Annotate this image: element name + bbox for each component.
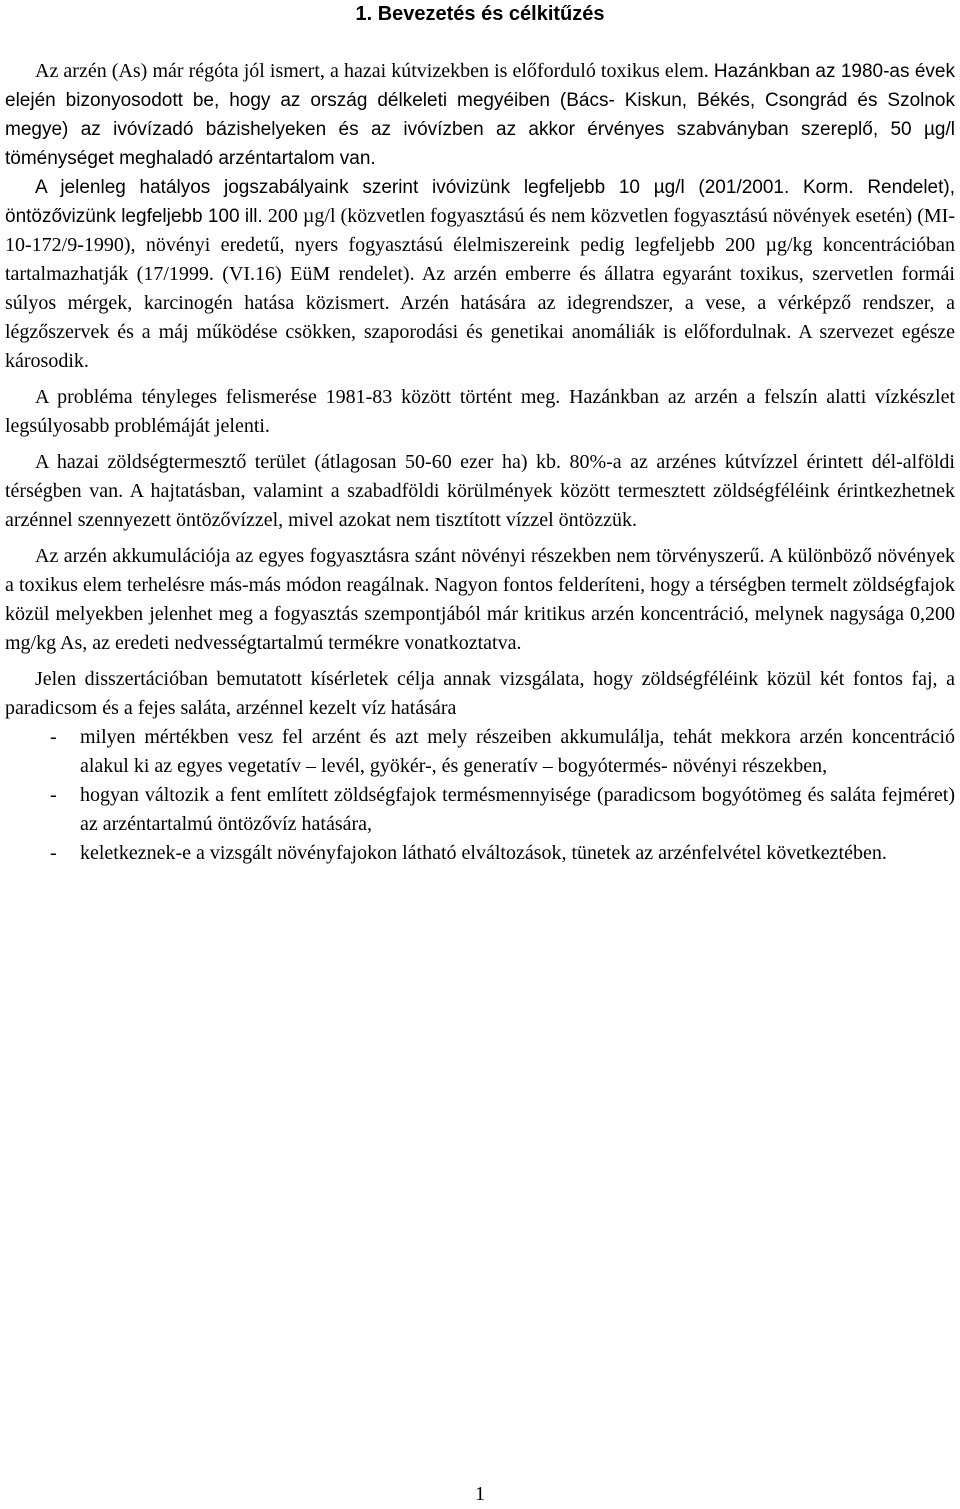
- regulations-sans-text: A jelenleg hatályos jogszabályaink szerint ivóvizünk legfeljebb 10 µg/l (201/2001. Korm. Rendelet), öntözővizünk legfeljebb 100 ill.: [5, 177, 955, 227]
- list-item-text: keletkeznek-e a vizsgált növényfajokon látható elváltozások, tünetek az arzénfelvétel következtében.: [80, 842, 887, 864]
- paragraph-regulations: [5, 173, 955, 376]
- list-dash: -: [50, 726, 57, 748]
- intro-sans-text: Hazánkban az 1980-as évek elején bizonyosodott be, hogy az ország délkeleti megyéiben (Bács- Kiskun, Békés, Csongrád és Szolnok megye) az ivóvízadó bázishelyeken és az ivóvízben az akkor érvényes szabványban szereplő, 50 µg/l töménységet meghaladó arzéntartalom van.: [5, 61, 955, 169]
- regulations-text: 200 µg/l (közvetlen fogyasztású és nem közvetlen fogyasztású növények esetén) (MI-10-172/9-1990), növényi eredetű, nyers fogyasztású élelmiszereink pedig legfeljebb 200 µg/kg koncentrációban tartalmazhatják (17/1999. (VI.16) EüM rendelet). Az arzén emberre és állatra egyaránt toxikus, szervetlen formái súlyos mérgek, karcinogén hatása közismert. Arzén hatására az idegrendszer, a vese, a vérképző rendszer, a légzőszervek és a máj működése csökken, szaporodási és genetikai anomáliák is előfordulnak. A szervezet egésze károsodik.: [5, 205, 955, 372]
- paragraph-arsenic-intro: [5, 57, 955, 173]
- intro-sentence: Az arzén (As) már régóta jól ismert, a hazai kútvizekben is előforduló toxikus elem.: [35, 60, 709, 82]
- section-heading: 1. Bevezetés és célkitűzés: [355, 3, 605, 25]
- list-item-text: milyen mértékben vesz fel arzént és azt mely részeiben akkumulálja, tehát mekkora arzén koncentráció alakul ki az egyes vegetatív – levél, gyökér-, és generatív – bogyótermés- növényi részekben,: [80, 726, 955, 777]
- paragraph-problem-recognition: A probléma tényleges felismerése 1981-83 között történt meg. Hazánkban az arzén a felszín alatti vízkészlet legsúlyosabb problémáját jelenti.: [5, 386, 955, 437]
- aim-list: [5, 723, 955, 868]
- document-page: [5, 0, 955, 868]
- list-item: [5, 723, 955, 781]
- paragraph-accumulation: Az arzén akkumulációja az egyes fogyasztásra szánt növényi részekben nem törvényszerű. A különböző növények a toxikus elem terhelésre más-más módon reagálnak. Nagyon fontos felderíteni, hogy a térségben termelt zöldségfajok közül melyekben jelenhet meg a fogyasztás szempontjából már kritikus arzén koncentráció, melynek nagysága 0,200 mg/kg As, az eredeti nedvességtartalmú termékre vonatkoztatva.: [5, 545, 955, 654]
- paragraph-vegetable-area: A hazai zöldségtermesztő terület (átlagosan 50-60 ezer ha) kb. 80%-a az arzénes kútvízzel érintett dél-alföldi térségben van. A hajtatásban, valamint a szabadföldi körülmények között termesztett zöldségféléink érintkezhetnek arzénnel szennyezett öntözővízzel, mivel azokat nem tisztított vízzel öntözzük.: [5, 451, 955, 531]
- list-item: [5, 839, 955, 868]
- list-item: [5, 781, 955, 839]
- list-item-text: hogyan változik a fent említett zöldségfajok termésmennyisége (paradicsom bogyótömeg és saláta fejméret) az arzéntartalmú öntözővíz hatására,: [80, 784, 955, 835]
- list-dash: -: [50, 842, 57, 864]
- document-body: [5, 57, 955, 868]
- page-number: 1: [475, 1483, 485, 1505]
- list-dash: -: [50, 784, 57, 806]
- paragraph-dissertation-aim: Jelen disszertációban bemutatott kísérletek célja annak vizsgálata, hogy zöldségféléink közül két fontos faj, a paradicsom és a fejes saláta, arzénnel kezelt víz hatására: [5, 668, 955, 719]
